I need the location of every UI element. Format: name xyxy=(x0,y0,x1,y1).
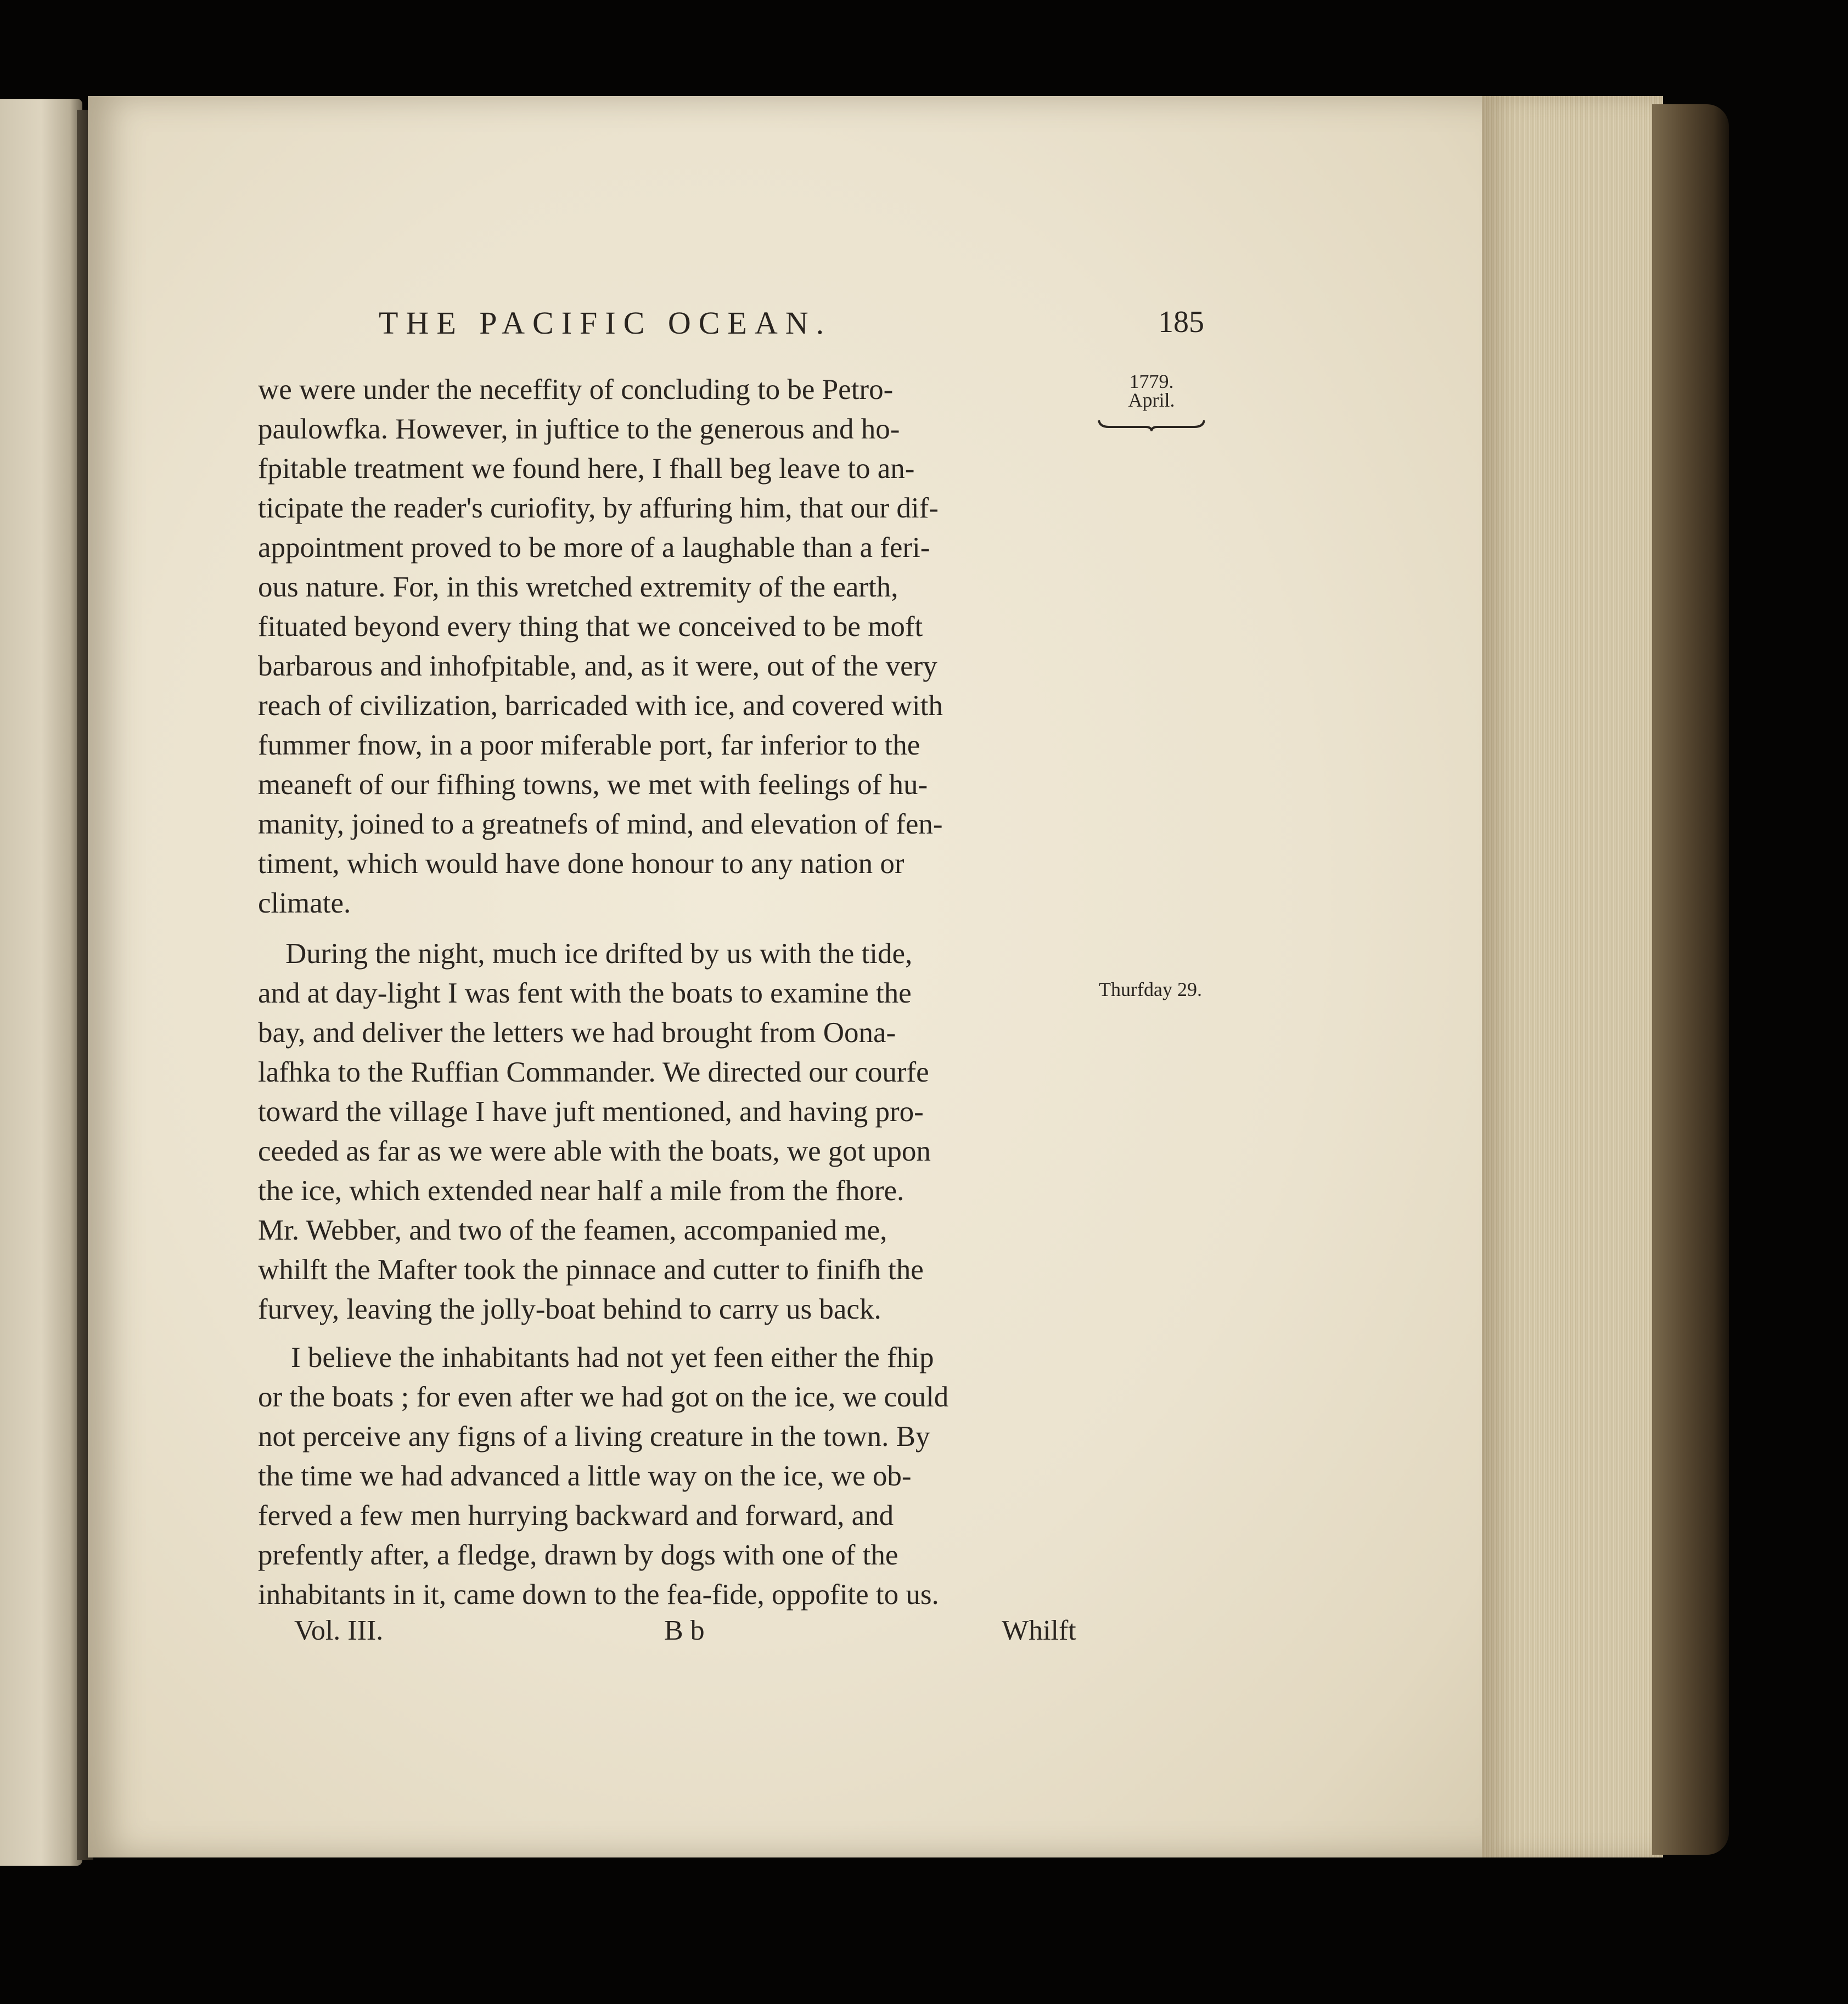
text-line: the ice, which extended near half a mile from the fhore. xyxy=(258,1175,905,1207)
margin-date xyxy=(1119,372,1184,409)
text-line: fpitable treatment we found here, I fhall beg leave to an- xyxy=(258,453,915,485)
margin-month: April. xyxy=(1128,389,1175,411)
text-line: furvey, leaving the jolly-boat behind to carry us back. xyxy=(258,1293,881,1325)
text-line: ceeded as far as we were able with the boats, we got upon xyxy=(258,1135,931,1167)
text-line: toward the village I have juft mentioned, and having pro- xyxy=(258,1096,924,1128)
text-line: barbarous and inhofpitable, and, as it were, out of the very xyxy=(258,650,937,682)
text-line: timent, which would have done honour to any nation or xyxy=(258,848,905,880)
text-line: bay, and deliver the letters we had brought from Oona- xyxy=(258,1017,896,1049)
margin-day-note: Thurfday 29. xyxy=(1099,978,1202,1000)
margin-brace-icon xyxy=(1098,418,1205,431)
text-line: lafhka to the Ruffian Commander. We directed our courfe xyxy=(258,1056,929,1088)
text-line: reach of civilization, barricaded with ice, and covered with xyxy=(258,690,943,722)
text-line: meaneft of our fifhing towns, we met with feelings of hu- xyxy=(258,769,928,801)
text-line: paulowfka. However, in juftice to the generous and ho- xyxy=(258,413,900,445)
text-line: fummer fnow, in a poor miferable port, far inferior to the xyxy=(258,729,920,761)
text-line: climate. xyxy=(258,887,351,919)
running-head: THE PACIFIC OCEAN. xyxy=(379,305,832,341)
text-line: we were under the neceffity of concluding to be Petro- xyxy=(258,374,894,406)
text-line: prefently after, a fledge, drawn by dogs with one of the xyxy=(258,1539,898,1571)
text-line: ous nature. For, in this wretched extremity of the earth, xyxy=(258,571,898,603)
text-line: Mr. Webber, and two of the feamen, accompanied me, xyxy=(258,1214,888,1246)
footer-catchword: Whilft xyxy=(1002,1615,1076,1646)
footer-volume: Vol. III. xyxy=(294,1615,384,1646)
text-line: During the night, much ice drifted by us with the tide, xyxy=(285,938,913,970)
text-line: manity, joined to a greatnefs of mind, and elevation of fen- xyxy=(258,808,943,840)
footer-signature: B b xyxy=(664,1615,705,1646)
text-line: not perceive any figns of a living creature in the town. By xyxy=(258,1421,930,1453)
text-line: inhabitants in it, came down to the fea-fide, oppofite to us. xyxy=(258,1579,939,1611)
page-number: 185 xyxy=(1158,305,1204,339)
margin-year: 1779. xyxy=(1129,370,1174,392)
text-line: the time we had advanced a little way on the ice, we ob- xyxy=(258,1460,912,1492)
text-line: whilft the Mafter took the pinnace and cutter to finifh the xyxy=(258,1254,924,1286)
text-line: or the boats ; for even after we had got on the ice, we could xyxy=(258,1381,949,1413)
text-line: ticipate the reader's curiofity, by affuring him, that our dif- xyxy=(258,492,939,524)
text-line: fituated beyond every thing that we conceived to be moft xyxy=(258,611,923,643)
text-line: and at day-light I was fent with the boats to examine the xyxy=(258,977,912,1009)
text-line: ferved a few men hurrying backward and forward, and xyxy=(258,1500,894,1532)
text-line: I believe the inhabitants had not yet feen either the fhip xyxy=(291,1342,934,1373)
text-line: appointment proved to be more of a laughable than a feri- xyxy=(258,532,930,564)
